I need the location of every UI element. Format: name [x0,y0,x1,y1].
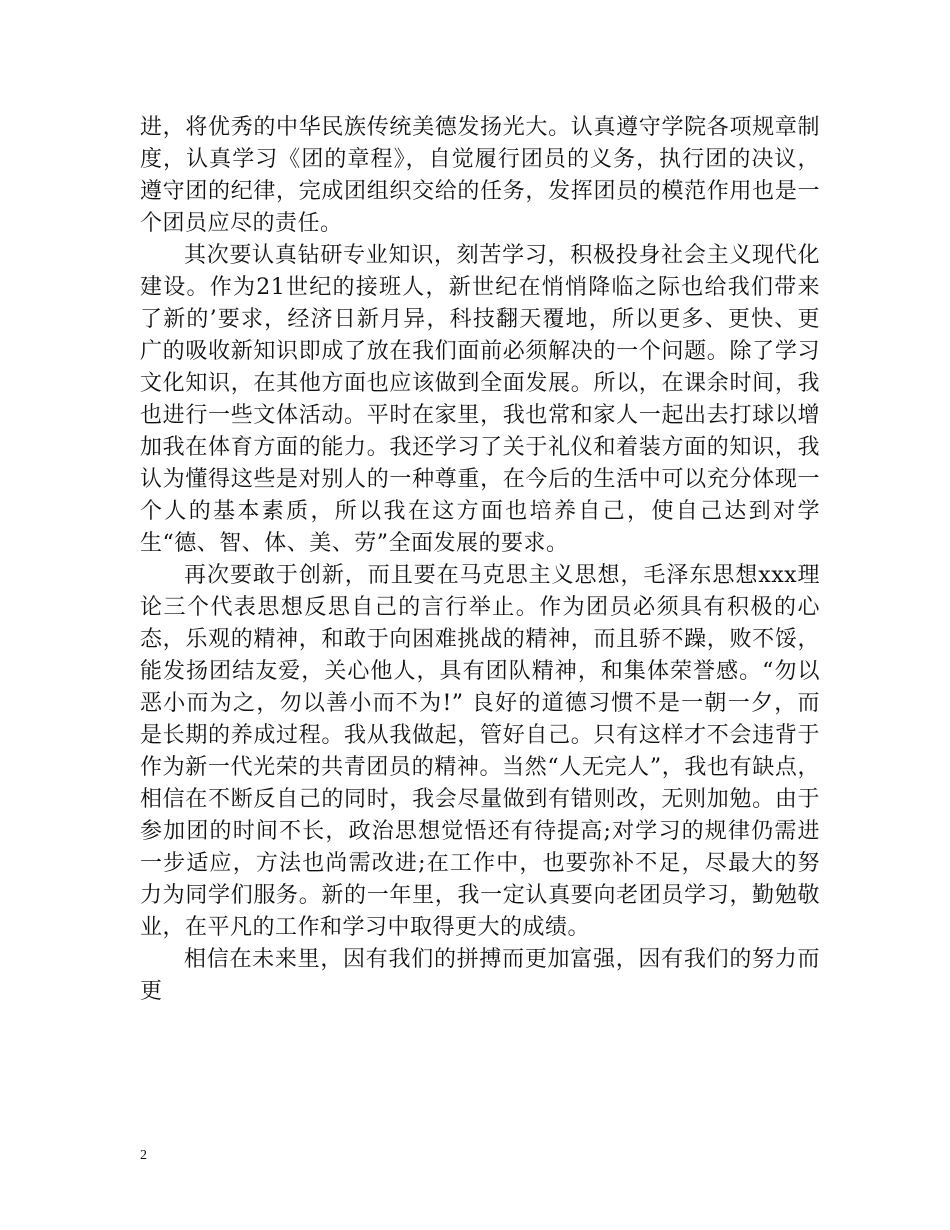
paragraph-1: 进，将优秀的中华民族传统美德发扬光大。认真遵守学院各项规章制度，认真学习《团的章程》，自觉履行团员的义务，执行团的决议，遵守团的纪律，完成团组织交给的任务，发挥团员的模范作用也是一个团员应尽的责任。 [140,115,820,236]
page-number: 2 [140,1148,147,1163]
paragraph-2: 其次要认真钻研专业知识，刻苦学习，积极投身社会主义现代化建设。作为21世纪的接班人，新世纪在悄悄降临之际也给我们带来了新的’要求，经济日新月异，科技翻天覆地，所以更多、更快、更广的吸收新知识即成了放在我们面前必须解决的一个问题。除了学习文化知识，在其他方面也应该做到全面发展。所以，在课余时间，我也进行一些文体活动。平时在家里，我也常和家人一起出去打球以增加我在体育方面的能力。我还学习了关于礼仪和着装方面的知识，我认为懂得这些是对别人的一种尊重，在今后的生活中可以充分体现一个人的基本素质，所以我在这方面也培养自己，使自己达到对学生“德、智、体、美、劳”全面发展的要求。 [140,243,820,556]
paragraph-4: 相信在未来里，因有我们的拼搏而更加富强，因有我们的努力而更 [140,947,820,1004]
document-body [140,112,820,1008]
paragraph-3: 再次要敢于创新，而且要在马克思主义思想，毛泽东思想xxx理论三个代表思想反思自己的言行举止。作为团员必须具有积极的心态，乐观的精神，和敢于向困难挑战的精神，而且骄不躁，败不馁，能发扬团结友爱，关心他人，具有团队精神，和集体荣誉感。“勿以恶小而为之，勿以善小而不为!” 良好的道德习惯不是一朝一夕，而是长期的养成过程。我从我做起，管好自己。只有这样才不会违背于作为新一代光荣的共青团员的精神。当然“人无完人”，我也有缺点，相信在不断反自己的同时，我会尽量做到有错则改，无则加勉。由于参加团的时间不长，政治思想觉悟还有待提高;对学习的规律仍需进一步适应，方法也尚需改进;在工作中，也要弥补不足，尽最大的努力为同学们服务。新的一年里，我一定认真要向老团员学习，勤勉敬业，在平凡的工作和学习中取得更大的成绩。 [140,563,820,940]
